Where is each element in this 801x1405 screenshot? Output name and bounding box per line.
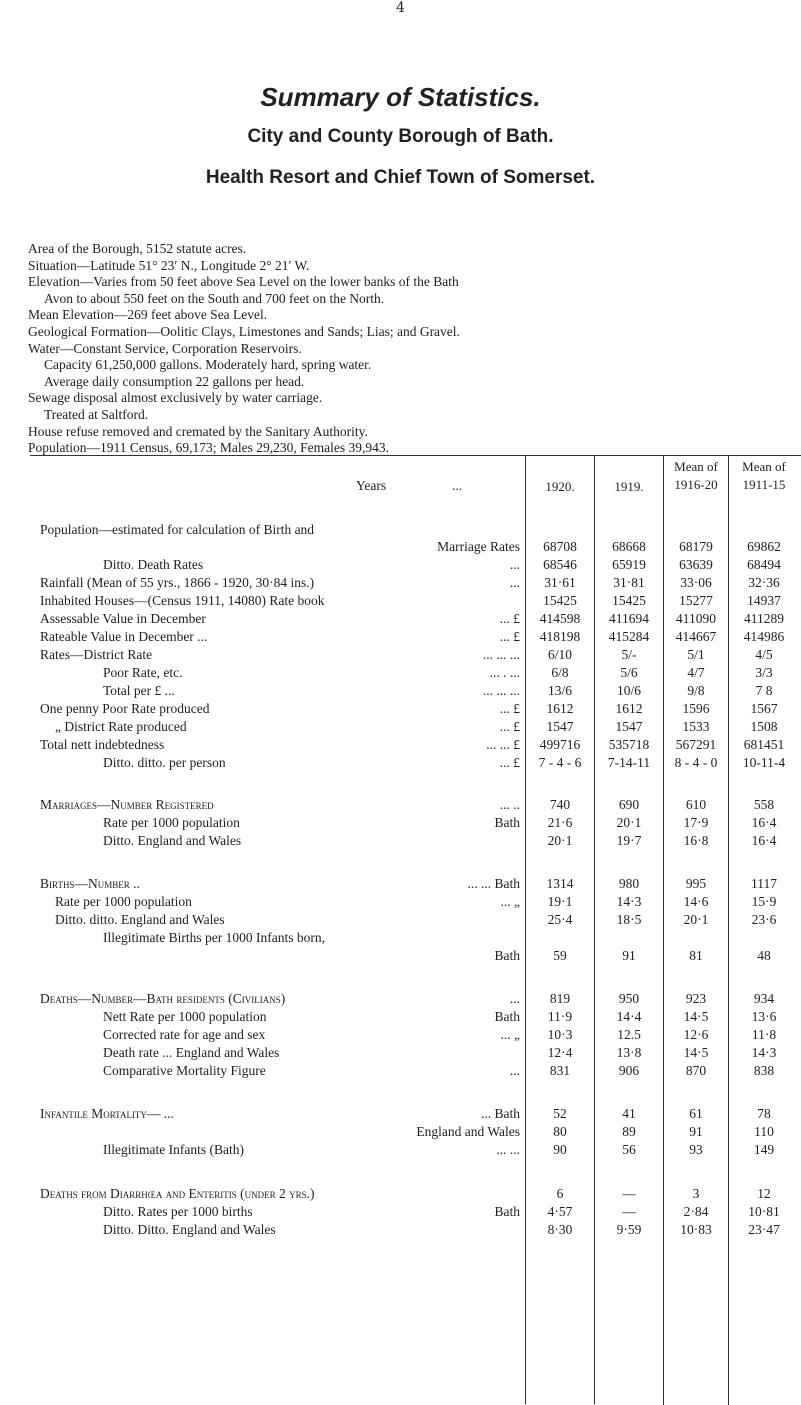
table-cell: 20·1 bbox=[547, 833, 573, 848]
table-cell: 1547 bbox=[615, 719, 643, 734]
table-cell: 6 bbox=[556, 1186, 564, 1201]
table-cell: 10/6 bbox=[616, 683, 641, 698]
table-cell: 10·83 bbox=[680, 1222, 712, 1237]
table-cell: — bbox=[622, 1186, 636, 1201]
intro-line: Capacity 61,250,000 gallons. Moderately hard, spring water. bbox=[44, 357, 372, 373]
intro-paragraph bbox=[28, 241, 788, 457]
table-cell: 934 bbox=[753, 991, 775, 1006]
table-cell: 6/10 bbox=[547, 647, 572, 662]
row-label-right: ... £ bbox=[499, 755, 520, 770]
row-label: Rainfall (Mean of 55 yrs., 1866 - 1920, 30·84 ins.) bbox=[40, 575, 315, 590]
row-label: Rateable Value in December ... bbox=[40, 629, 208, 644]
row-label-right: ... Bath bbox=[481, 1106, 520, 1121]
row-label: Ditto. Rates per 1000 births bbox=[103, 1204, 253, 1219]
table-cell: 3/3 bbox=[755, 665, 773, 680]
row-label: Marriages—Number Registered bbox=[40, 797, 214, 812]
row-label: One penny Poor Rate produced bbox=[40, 701, 210, 716]
table-cell: 68494 bbox=[747, 557, 781, 572]
row-label-right: ... £ bbox=[499, 701, 520, 716]
table-cell: 11·9 bbox=[547, 1009, 573, 1024]
table-cell: 23·6 bbox=[751, 912, 777, 927]
table-cell: 15·9 bbox=[751, 894, 777, 909]
table-cell: 14·3 bbox=[751, 1045, 777, 1060]
table-cell: 14·5 bbox=[683, 1009, 709, 1024]
intro-line: Average daily consumption 22 gallons per head. bbox=[44, 373, 305, 389]
table-cell: 59 bbox=[553, 948, 567, 963]
table-cell: 5/1 bbox=[687, 647, 705, 662]
row-label-right: ... ... bbox=[496, 1142, 520, 1157]
table-cell: 5/- bbox=[621, 647, 637, 662]
table-cell: 25·4 bbox=[547, 912, 573, 927]
row-label-right: ... ... £ bbox=[486, 737, 520, 752]
row-label-right: ... £ bbox=[499, 629, 520, 644]
table-cell: 9·59 bbox=[616, 1222, 642, 1237]
header-mean-1911-label: Mean of bbox=[742, 459, 786, 474]
header-1920: 1920. bbox=[545, 479, 575, 494]
row-label-right: ... .. bbox=[499, 797, 520, 812]
row-label: Illegitimate Infants (Bath) bbox=[103, 1142, 244, 1157]
table-cell: 52 bbox=[553, 1106, 567, 1121]
row-label: Inhabited Houses—(Census 1911, 14080) Rate book bbox=[40, 593, 325, 608]
column-divider bbox=[594, 456, 595, 1404]
table-cell: 681451 bbox=[743, 737, 785, 752]
table-cell: 69862 bbox=[747, 539, 781, 554]
row-label: Ditto. Ditto. England and Wales bbox=[103, 1222, 276, 1237]
row-label: Ditto. Death Rates bbox=[103, 557, 204, 572]
row-label: Illegitimate Births per 1000 Infants born, bbox=[103, 930, 325, 945]
row-label: Corrected rate for age and sex bbox=[103, 1027, 266, 1042]
table-cell: 906 bbox=[618, 1063, 640, 1078]
table-cell: 14·6 bbox=[683, 894, 709, 909]
row-label: Rates—District Rate bbox=[40, 647, 153, 662]
table-cell: 2·84 bbox=[683, 1204, 709, 1219]
table-cell: 61 bbox=[689, 1106, 703, 1121]
table-cell: 535718 bbox=[608, 737, 650, 752]
table-cell: 16·4 bbox=[751, 833, 777, 848]
row-label-right: ... £ bbox=[499, 719, 520, 734]
table-cell: 1117 bbox=[751, 876, 777, 891]
row-label-right: Bath bbox=[494, 815, 520, 830]
table-cell: 690 bbox=[618, 797, 640, 812]
table-cell: 14·5 bbox=[683, 1045, 709, 1060]
table-cell: 415284 bbox=[608, 629, 650, 644]
header-1919: 1919. bbox=[614, 479, 644, 494]
table-cell: 3 bbox=[692, 1186, 700, 1201]
table-cell: 411289 bbox=[744, 611, 784, 626]
table-cell: 31·61 bbox=[544, 575, 576, 590]
table-cell: 16·4 bbox=[751, 815, 777, 830]
row-label-right: ... „ bbox=[500, 1027, 520, 1042]
table-cell: 149 bbox=[753, 1142, 775, 1157]
table-cell: 18·5 bbox=[616, 912, 642, 927]
table-cell: 10-11-4 bbox=[742, 755, 786, 770]
row-label: Ditto. England and Wales bbox=[103, 833, 242, 848]
row-label: „ District Rate produced bbox=[55, 719, 187, 734]
header-years: Years bbox=[356, 478, 387, 493]
page-title: Summary of Statistics. bbox=[260, 82, 541, 112]
table-cell: 12.5 bbox=[617, 1027, 641, 1042]
row-label: Comparative Mortality Figure bbox=[103, 1063, 266, 1078]
table-cell: 13·8 bbox=[616, 1045, 642, 1060]
table-cell: 12 bbox=[757, 1186, 771, 1201]
row-label: Rate per 1000 population bbox=[55, 894, 192, 909]
table-cell: 14937 bbox=[747, 593, 781, 608]
table-cell: 41 bbox=[622, 1106, 636, 1121]
table-cell: 819 bbox=[549, 991, 571, 1006]
row-label-right: ... £ bbox=[499, 611, 520, 626]
table-cell: 411090 bbox=[676, 611, 716, 626]
table-cell: 831 bbox=[549, 1063, 571, 1078]
table-cell: 19·1 bbox=[547, 894, 573, 909]
table-cell: 414667 bbox=[675, 629, 717, 644]
table-cell: 93 bbox=[689, 1142, 703, 1157]
table-cell: 980 bbox=[618, 876, 640, 891]
row-label-right: ... „ bbox=[500, 894, 520, 909]
table-cell: 32·36 bbox=[748, 575, 780, 590]
row-label: Deaths—Number—Bath residents (Civilians) bbox=[40, 991, 286, 1006]
intro-line: Sewage disposal almost exclusively by water carriage. bbox=[28, 390, 323, 406]
table-cell: 80 bbox=[553, 1124, 567, 1139]
table-cell: 1314 bbox=[546, 876, 574, 891]
table-cell: 838 bbox=[753, 1063, 775, 1078]
row-label-right: Marriage Rates bbox=[437, 539, 520, 554]
intro-line: Geological Formation—Oolitic Clays, Limestones and Sands; Lias; and Gravel. bbox=[28, 323, 460, 339]
row-label: Rate per 1000 population bbox=[103, 815, 240, 830]
table-cell: 411694 bbox=[609, 611, 649, 626]
table-cell: 15425 bbox=[612, 593, 646, 608]
table-cell: 65919 bbox=[612, 557, 646, 572]
table-cell: 91 bbox=[622, 948, 636, 963]
intro-line: Situation—Latitude 51° 23′ N., Longitude 2° 21′ W. bbox=[28, 257, 310, 273]
table-cell: 81 bbox=[689, 948, 703, 963]
header-mean-1916-years: 1916-20 bbox=[674, 477, 718, 492]
table-cell: 995 bbox=[685, 876, 707, 891]
row-label-right: ... ... ... bbox=[482, 647, 520, 662]
row-label-right: ... bbox=[509, 557, 520, 572]
intro-line: House refuse removed and cremated by the Sanitary Authority. bbox=[28, 423, 368, 439]
table-cell: 31·81 bbox=[613, 575, 645, 590]
row-label: Total per £ ... bbox=[103, 683, 175, 698]
row-label-right: Bath bbox=[494, 948, 520, 963]
intro-line: Water—Constant Service, Corporation Reservoirs. bbox=[28, 340, 302, 356]
table-cell: 6/8 bbox=[551, 665, 569, 680]
intro-line: Area of the Borough, 5152 statute acres. bbox=[28, 241, 247, 256]
table-cell: 68179 bbox=[679, 539, 713, 554]
row-label: Births—Number .. bbox=[40, 876, 140, 891]
table-cell: 89 bbox=[622, 1124, 636, 1139]
table-cell: 1547 bbox=[546, 719, 574, 734]
table-cell: 9/8 bbox=[687, 683, 705, 698]
table-cell: 1508 bbox=[750, 719, 778, 734]
table-cell: 12·4 bbox=[547, 1045, 573, 1060]
intro-line: Treated at Saltford. bbox=[44, 406, 149, 422]
table-cell: 14·4 bbox=[616, 1009, 642, 1024]
row-label: Death rate ... England and Wales bbox=[103, 1045, 280, 1060]
table-cell: 5/6 bbox=[620, 665, 638, 680]
table-cell: 23·47 bbox=[748, 1222, 780, 1237]
table-cell: 4/7 bbox=[687, 665, 705, 680]
table-cell: 1596 bbox=[682, 701, 710, 716]
table-cell: 78 bbox=[757, 1106, 771, 1121]
header-mean-1911-years: 1911-15 bbox=[742, 477, 786, 492]
table-cell: 19·7 bbox=[616, 833, 642, 848]
page-number: 4 bbox=[396, 0, 405, 16]
table-cell: 33·06 bbox=[680, 575, 712, 590]
table-cell: 20·1 bbox=[616, 815, 642, 830]
table-cell: 13/6 bbox=[547, 683, 572, 698]
table-cell: 110 bbox=[754, 1124, 774, 1139]
table-top-rule bbox=[30, 455, 801, 456]
row-label-right: ... ... Bath bbox=[467, 876, 520, 891]
table-cell: 16·8 bbox=[683, 833, 709, 848]
table-cell: 4·57 bbox=[547, 1204, 573, 1219]
table-cell: 740 bbox=[549, 797, 571, 812]
row-label-right: ... ... ... bbox=[482, 683, 520, 698]
table-cell: 1567 bbox=[750, 701, 778, 716]
table-cell: 68668 bbox=[612, 539, 646, 554]
intro-line: Population—1911 Census, 69,173; Males 29,230, Females 39,943. bbox=[28, 440, 389, 456]
table-cell: 15425 bbox=[543, 593, 577, 608]
table-cell: 10·3 bbox=[547, 1027, 573, 1042]
row-label-right: England and Wales bbox=[416, 1124, 520, 1139]
table-cell: 7 8 bbox=[755, 683, 773, 698]
table-cell: 63639 bbox=[679, 557, 713, 572]
table-cell: 11·8 bbox=[751, 1027, 777, 1042]
table-cell: 15277 bbox=[679, 593, 713, 608]
table-cell: 558 bbox=[753, 797, 775, 812]
row-label-right: Bath bbox=[494, 1009, 520, 1024]
table-cell: 4/5 bbox=[755, 647, 773, 662]
row-label-right: Bath bbox=[494, 1204, 520, 1219]
table-cell: 56 bbox=[622, 1142, 636, 1157]
page-subtitle: City and County Borough of Bath. bbox=[247, 126, 554, 147]
row-label: Ditto. ditto. England and Wales bbox=[55, 912, 225, 927]
table-cell: 414986 bbox=[743, 629, 785, 644]
table-cell: 567291 bbox=[675, 737, 717, 752]
table-cell: — bbox=[622, 1204, 636, 1219]
table-cell: 20·1 bbox=[683, 912, 709, 927]
table-cell: 1612 bbox=[546, 701, 574, 716]
row-label-right: ... bbox=[509, 991, 520, 1006]
row-label: Ditto. ditto. per person bbox=[103, 755, 226, 770]
row-label-right: ... bbox=[509, 1063, 520, 1078]
table-cell: 7-14-11 bbox=[607, 755, 651, 770]
table-cell: 21·6 bbox=[547, 815, 573, 830]
table-cell: 68546 bbox=[543, 557, 577, 572]
table-cell: 90 bbox=[553, 1142, 567, 1157]
row-label: Total nett indebtedness bbox=[40, 737, 165, 752]
intro-line: Avon to about 550 feet on the South and 700 feet on the North. bbox=[44, 290, 385, 306]
table-cell: 91 bbox=[689, 1124, 703, 1139]
table-cell: 950 bbox=[618, 991, 640, 1006]
row-label-right: ... . ... bbox=[489, 665, 520, 680]
page-subtitle-2: Health Resort and Chief Town of Somerset. bbox=[205, 167, 596, 188]
header-dots: ... bbox=[452, 478, 463, 493]
row-label-right: ... bbox=[509, 575, 520, 590]
row-label: Assessable Value in December bbox=[40, 611, 206, 626]
intro-line: Elevation—Varies from 50 feet above Sea Level on the lower banks of the Bath bbox=[28, 274, 459, 290]
table-cell: 10·81 bbox=[748, 1204, 780, 1219]
row-label: Population—estimated for calculation of Birth and bbox=[40, 522, 315, 537]
table-cell: 8·30 bbox=[547, 1222, 573, 1237]
table-cell: 12·6 bbox=[683, 1027, 709, 1042]
table-cell: 1533 bbox=[682, 719, 710, 734]
table-cell: 17·9 bbox=[683, 815, 709, 830]
row-label: Nett Rate per 1000 population bbox=[103, 1009, 267, 1024]
header-mean-1916-label: Mean of bbox=[674, 459, 718, 474]
table-cell: 418198 bbox=[539, 629, 581, 644]
intro-line: Mean Elevation—269 feet above Sea Level. bbox=[28, 307, 268, 323]
table-cell: 414598 bbox=[539, 611, 581, 626]
row-label: Deaths from Diarrhœa and Enteritis (under 2 yrs.) bbox=[40, 1186, 315, 1201]
row-label: Infantile Mortality— ... bbox=[40, 1106, 174, 1121]
table-cell: 48 bbox=[757, 948, 771, 963]
table-cell: 923 bbox=[685, 991, 707, 1006]
table-cell: 870 bbox=[685, 1063, 707, 1078]
table-cell: 68708 bbox=[543, 539, 577, 554]
column-divider bbox=[525, 456, 526, 1404]
table-cell: 14·3 bbox=[616, 894, 642, 909]
table-cell: 499716 bbox=[539, 737, 581, 752]
table-cell: 7 - 4 - 6 bbox=[538, 755, 582, 770]
table-cell: 1612 bbox=[615, 701, 643, 716]
table-cell: 13·6 bbox=[751, 1009, 777, 1024]
table-cell: 8 - 4 - 0 bbox=[674, 755, 718, 770]
table-cell: 610 bbox=[685, 797, 707, 812]
row-label: Poor Rate, etc. bbox=[103, 665, 183, 680]
